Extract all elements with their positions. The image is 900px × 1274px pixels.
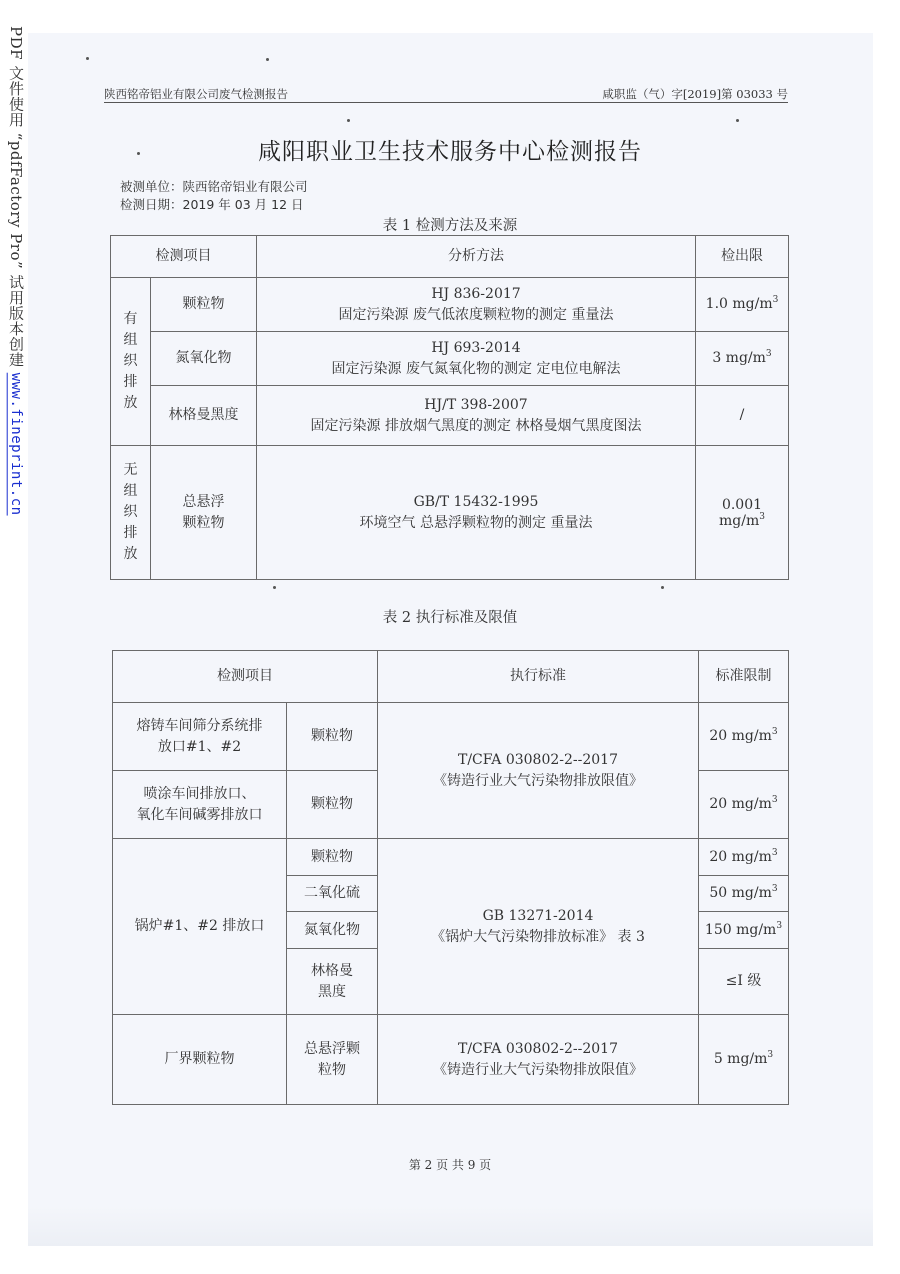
pdf-watermark: [6, 26, 27, 516]
scan-speck: [273, 586, 276, 589]
table-row: [111, 386, 789, 446]
header-cell: 分析方法: [257, 236, 696, 278]
limit-cell: 150 $mg/m^3$: [699, 912, 789, 949]
location-cell: 厂界颗粒物: [113, 1015, 287, 1105]
table-row: [113, 839, 789, 876]
tested-unit-label: 被测单位：: [120, 179, 183, 194]
limit-cell: 20 $mg/m^3$: [699, 771, 789, 839]
method-cell: HJ 693-2014 固定污染源 废气氮氧化物的测定 定电位电解法: [257, 332, 696, 386]
pollutant-cell: 颗粒物: [287, 839, 378, 876]
pollutant-cell: 氮氧化物: [287, 912, 378, 949]
table-header-row: [113, 651, 789, 703]
limit-cell: 1.0 $mg/m^3$: [696, 278, 789, 332]
standard-cell: T/CFA 030802-2--2017 《铸造行业大气污染物排放限值》: [378, 1015, 699, 1105]
pollutant-cell: 颗粒物: [287, 703, 378, 771]
pollutant-cell: 林格曼 黑度: [287, 949, 378, 1015]
limit-cell: 3 $mg/m^3$: [696, 332, 789, 386]
group-label-fugitive: 无 组 织 排 放: [111, 446, 151, 580]
location-cell: 锅炉#1、#2 排放口: [113, 839, 287, 1015]
item-cell: 总悬浮 颗粒物: [151, 446, 257, 580]
scan-speck: [86, 57, 89, 60]
table-header-row: [111, 236, 789, 278]
scan-speck: [347, 119, 350, 122]
watermark-text: PDF 文件使用 “pdfFactory Pro” 试用版本创建: [7, 26, 25, 373]
method-cell: HJ/T 398-2007 固定污染源 排放烟气黑度的测定 林格曼烟气黑度图法: [257, 386, 696, 446]
limit-cell: ≤I 级: [699, 949, 789, 1015]
standard-cell: GB 13271-2014 《锅炉大气污染物排放标准》 表 3: [378, 839, 699, 1015]
item-cell: 颗粒物: [151, 278, 257, 332]
standard-cell: T/CFA 030802-2--2017 《铸造行业大气污染物排放限值》: [378, 703, 699, 839]
limit-cell: 5 $mg/m^3$: [699, 1015, 789, 1105]
table2-caption: 表 2 执行标准及限值: [382, 610, 518, 626]
watermark-link[interactable]: www.fineprint.cn: [8, 372, 24, 516]
table1-caption: 表 1 检测方法及来源: [382, 218, 518, 234]
running-header-left: 陕西铭帝铝业有限公司废气检测报告: [104, 87, 288, 101]
header-cell: 检测项目: [113, 651, 378, 703]
scan-speck: [661, 586, 664, 589]
pollutant-cell: 颗粒物: [287, 771, 378, 839]
header-cell: 标准限制: [699, 651, 789, 703]
item-cell: 氮氧化物: [151, 332, 257, 386]
table-row: [113, 703, 789, 771]
table-row: [111, 332, 789, 386]
page-title: 咸阳职业卫生技术服务中心检测报告: [258, 139, 642, 165]
limit-cell: 20 $mg/m^3$: [699, 703, 789, 771]
header-rule: [104, 102, 788, 103]
item-cell: 林格曼黑度: [151, 386, 257, 446]
tested-unit-value: 陕西铭帝铝业有限公司: [182, 179, 308, 194]
header-cell: 检测项目: [111, 236, 257, 278]
emission-standards-table: [112, 650, 789, 1105]
scan-speck: [736, 119, 739, 122]
scan-shadow: [28, 1206, 873, 1246]
page-number: 第 2 页 共 9 页: [408, 1158, 492, 1172]
report-number: 咸职监（气）字[2019]第 03033 号: [602, 87, 788, 101]
table-row: [111, 278, 789, 332]
test-date: [120, 195, 304, 213]
method-cell: GB/T 15432-1995 环境空气 总悬浮颗粒物的测定 重量法: [257, 446, 696, 580]
limit-cell: 20 $mg/m^3$: [699, 839, 789, 876]
test-date-label: 检测日期：: [120, 197, 183, 212]
detection-methods-table: [110, 235, 789, 580]
tested-unit: [120, 177, 308, 195]
pollutant-cell: 二氧化硫: [287, 876, 378, 912]
group-label-organized: 有 组 织 排 放: [111, 278, 151, 446]
table-row: [111, 446, 789, 580]
limit-cell: /: [696, 386, 789, 446]
location-cell: 喷涂车间排放口、 氧化车间碱雾排放口: [113, 771, 287, 839]
limit-cell: 50 $mg/m^3$: [699, 876, 789, 912]
pollutant-cell: 总悬浮颗 粒物: [287, 1015, 378, 1105]
table-row: [113, 1015, 789, 1105]
header-cell: 检出限: [696, 236, 789, 278]
scan-speck: [266, 58, 269, 61]
header-cell: 执行标准: [378, 651, 699, 703]
location-cell: 熔铸车间筛分系统排 放口#1、#2: [113, 703, 287, 771]
method-cell: HJ 836-2017 固定污染源 废气低浓度颗粒物的测定 重量法: [257, 278, 696, 332]
test-date-value: 2019 年 03 月 12 日: [182, 197, 304, 212]
limit-cell: 0.001 $mg/m^3$: [696, 446, 789, 580]
